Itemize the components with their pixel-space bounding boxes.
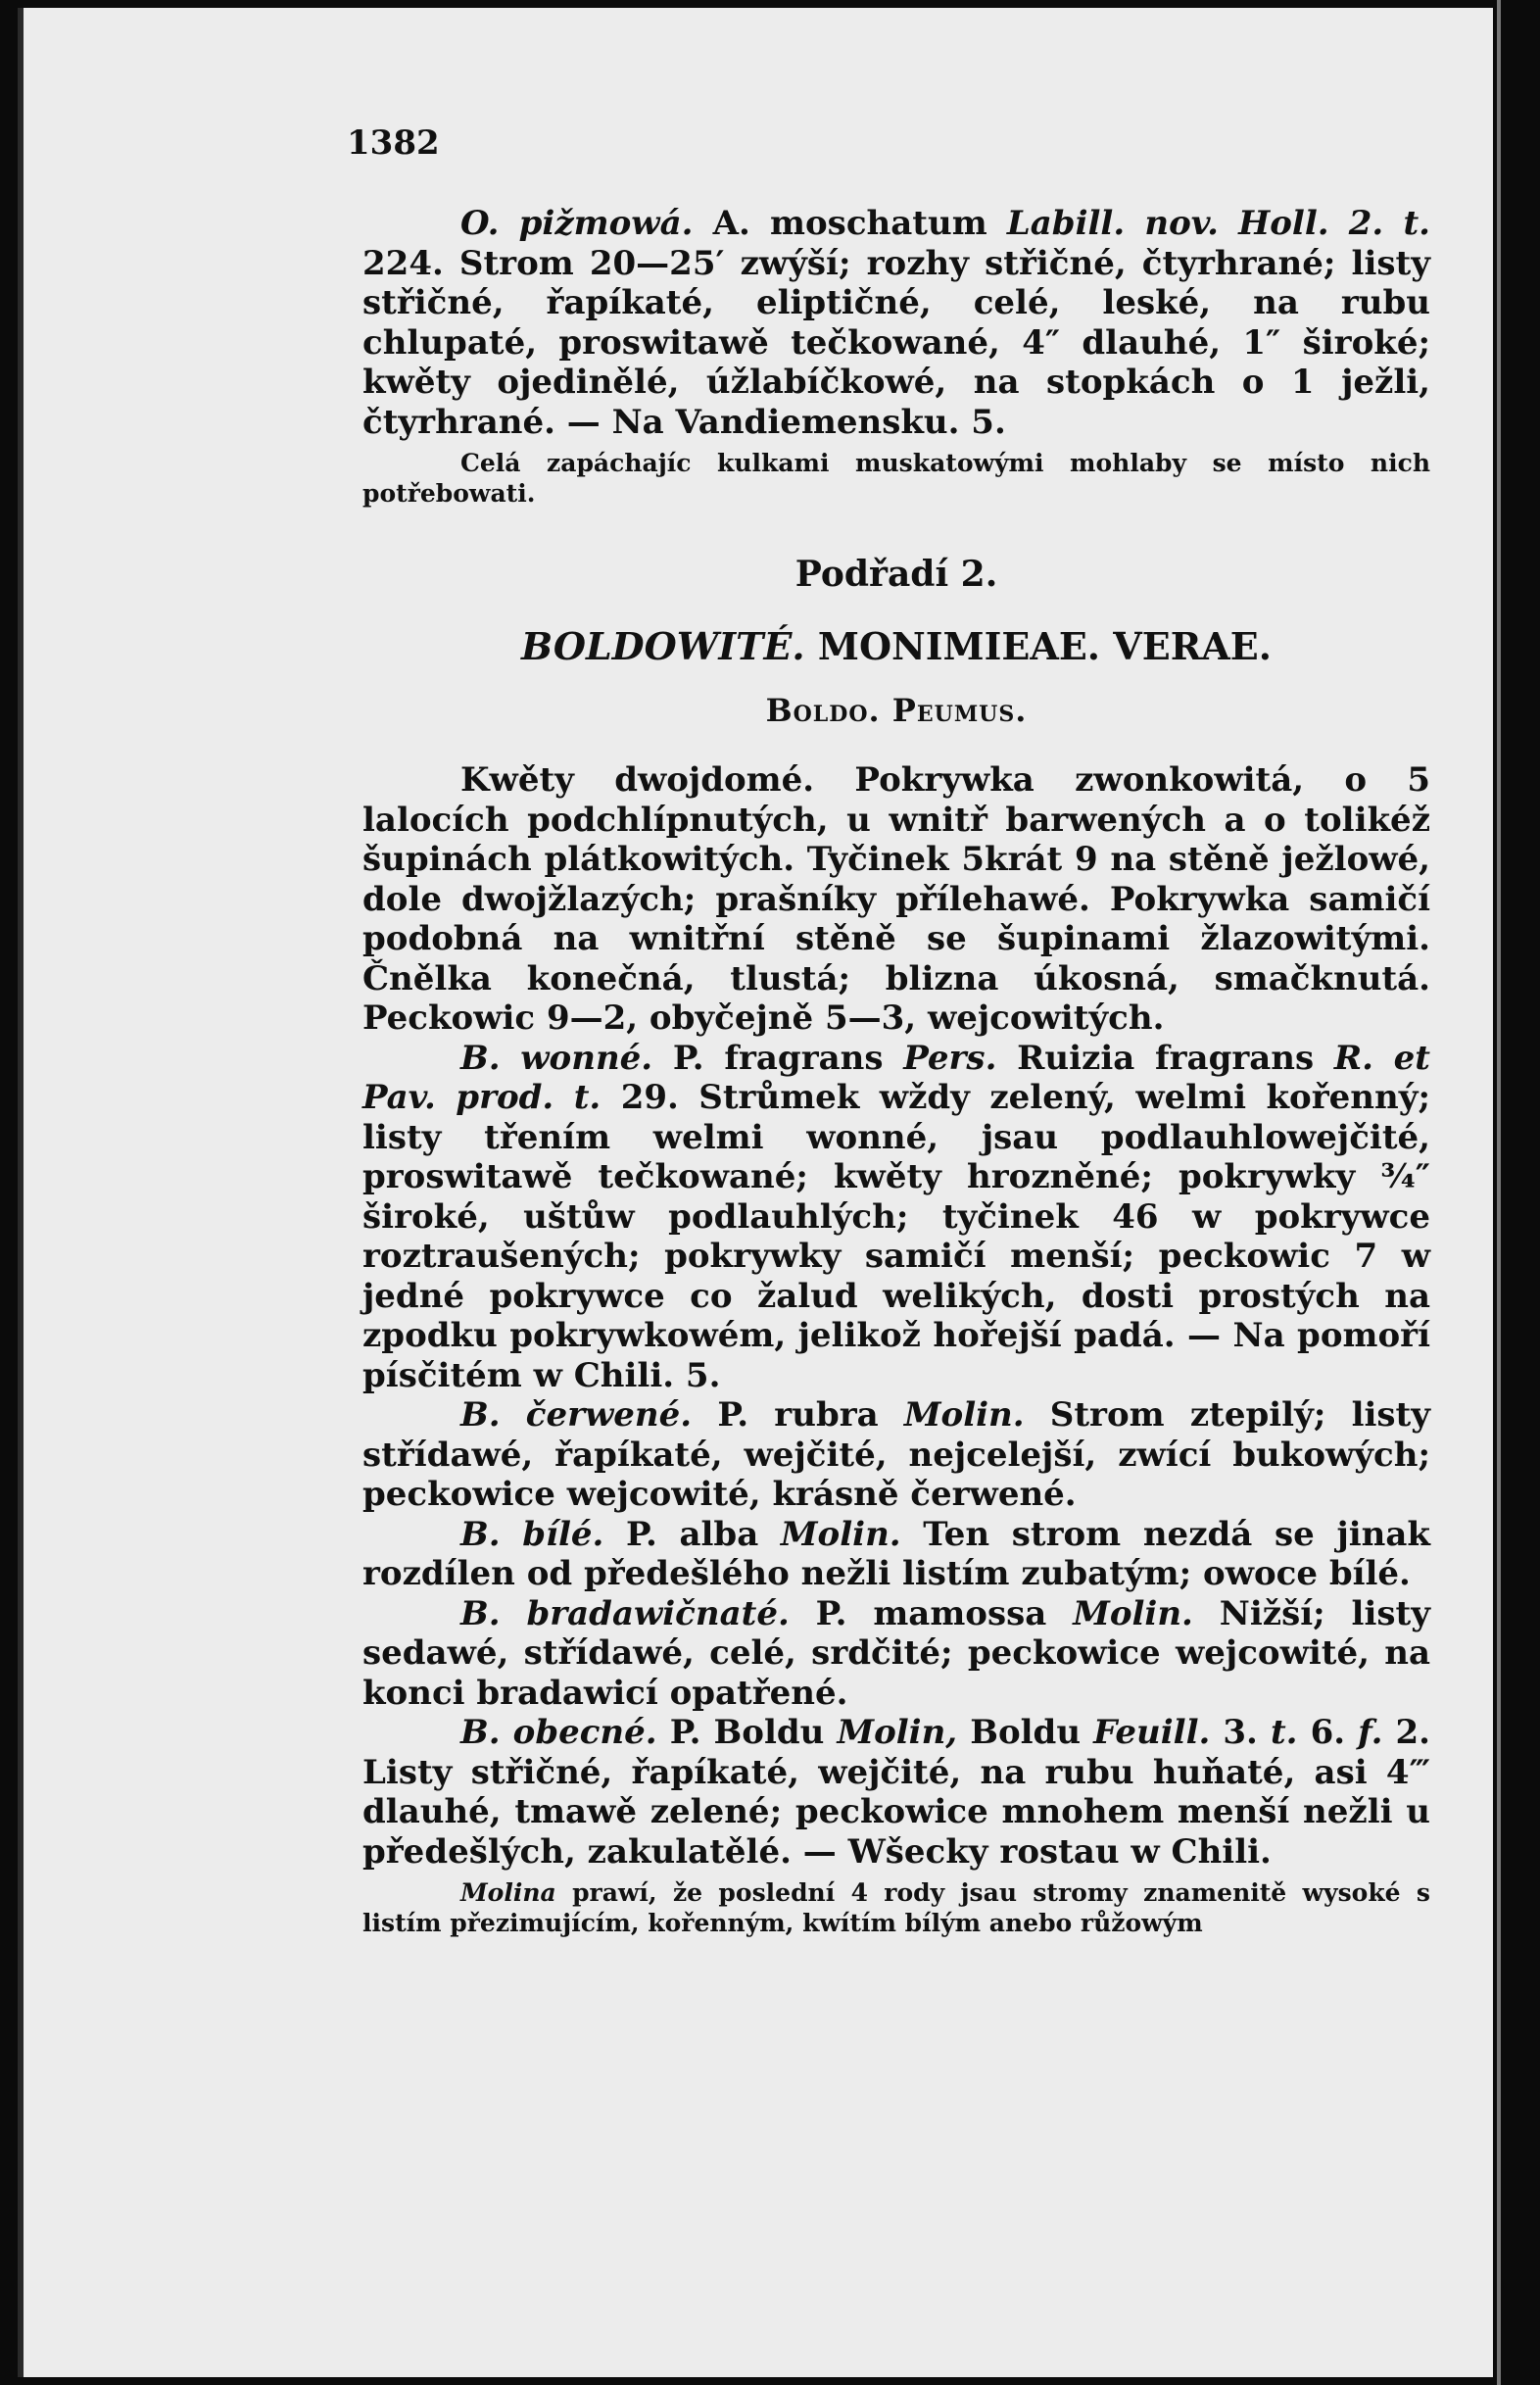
- reference: Labill. nov. Holl. 2. t.: [1006, 204, 1430, 243]
- reference-figure: f.: [1358, 1713, 1383, 1752]
- family-heading: [362, 624, 1430, 668]
- text-column: [362, 204, 1430, 1938]
- latin-name: P. fragrans: [652, 1038, 904, 1078]
- reference-table: t.: [1270, 1713, 1298, 1752]
- latin-name: P. mamossa: [789, 1593, 1074, 1633]
- author: Molin.: [1073, 1593, 1193, 1633]
- synonym: Ruizia fragrans: [996, 1038, 1334, 1078]
- author: Molin.: [903, 1395, 1025, 1435]
- description: Ten strom nezdá se jinak rozdílen od předešlého nežli listím zubatým; owoce bílé.: [362, 1514, 1430, 1593]
- reference-volume: 3.: [1210, 1713, 1271, 1752]
- scan-edge: [1497, 0, 1540, 2385]
- note-text: prawí, že poslední 4 rody jsau stromy znamenitě wysoké s listím přezimujícím, kořenným, kwítím bílým anebo růžowým: [362, 1878, 1430, 1937]
- description: Nižší; listy sedawé, střídawé, celé, srdčité; peckowice wejcowité, na konci bradawicí opatřené.: [362, 1593, 1430, 1713]
- species-name: O. pižmowá.: [460, 204, 694, 243]
- species-name: B. obecné.: [460, 1713, 657, 1752]
- species-entry-rubra: [362, 1395, 1430, 1515]
- species-name: B. wonné.: [460, 1038, 653, 1078]
- latin-name: P. alba: [603, 1514, 781, 1554]
- footnote-1: Celá zapáchajíc kulkami muskatowými mohlaby se místo nich potřebowati.: [362, 449, 1430, 508]
- species-name: B. bradawičnaté.: [460, 1593, 790, 1633]
- species-entry-fragrans: [362, 1039, 1430, 1396]
- species-name: B. čerwené.: [460, 1395, 693, 1435]
- genus-heading: Boldo. Peumus.: [765, 692, 1028, 729]
- genus-description: Kwěty dwojdomé. Pokrywka zwonkowitá, o 5 lalocích podchlípnutých, u wnitř barwených a o tolikéž šupinách plátkowitých. Tyčinek 5krát 9 na stěně ježlowé, dole dwojžlazých; prašníky přílehawé. Pokrywka samičí podobná na wnitřní stěně se šupinami žlazowitými. Čnělka konečná, tlustá; blizna úkosná, smačknutá. Peckowic 9—2, obyčejně 5—3, wejcowitých.: [362, 760, 1430, 1038]
- synonym: Boldu: [957, 1713, 1094, 1752]
- description: 224. Strom 20—25′ zwýší; rozhy střičné, čtyrhrané; listy střičné, řapíkaté, eliptičné, celé, leské, na rubu chlupaté, proswitawě tečkowané, 4″ dlauhé, 1″ široké; kwěty ojedinělé, úžlabíčkowé, na stopkách o 1 ježli, čtyrhrané. — Na Vandiemensku. 5.: [362, 243, 1430, 442]
- latin-name: P. rubra: [692, 1395, 904, 1435]
- description: 29. Strůmek wždy zelený, welmi kořenný; listy třením welmi wonné, jsau podlauhlowejčité, proswitawě tečkowané; kwěty hrozněné; pokrywky ¾″ široké, uštůw podlauhlých; tyčinek 46 w pokrywce roztraušených; pokrywky samičí menší; peckowic 7 w jedné pokrywce co žalud welikých, dosti prostých na zpodku pokrywkowém, jelikož hořejší padá. — Na pomoří písčitém w Chili. 5.: [362, 1078, 1431, 1395]
- species-name: B. bílé.: [460, 1514, 604, 1554]
- latin-name: A. moschatum: [693, 204, 1007, 243]
- author: Pers.: [903, 1038, 997, 1078]
- reference-author: Feuill.: [1093, 1713, 1211, 1752]
- author: Molin,: [837, 1713, 958, 1752]
- species-entry-moschatum: [362, 204, 1430, 442]
- reference-number: 6.: [1297, 1713, 1359, 1752]
- family-czech: BOLDOWITÉ.: [521, 624, 805, 668]
- sub-order-heading: Podřadí 2.: [794, 554, 998, 595]
- book-page: [18, 8, 1493, 2377]
- author: Molina: [460, 1878, 556, 1907]
- species-entry-boldu: [362, 1713, 1430, 1872]
- description: Strom ztepilý; listy střídawé, řapíkaté, wejčité, nejcelejší, zwící bukowých; peckowice wejcowité, krásně čerwené.: [362, 1395, 1431, 1514]
- footnote-2: [362, 1877, 1430, 1938]
- species-entry-alba: [362, 1515, 1430, 1594]
- author: Molin.: [780, 1514, 901, 1554]
- description: 2. Listy střičné, řapíkaté, wejčité, na rubu huňaté, asi 4‴ dlauhé, tmawě zelené; peckowice mnohem menší nežli u předešlých, zakulatělé. — Wšecky rostau w Chili.: [362, 1713, 1430, 1872]
- family-latin: MONIMIEAE. VERAE.: [817, 624, 1272, 668]
- page-number: 1382: [347, 123, 440, 163]
- latin-name: P. Boldu: [656, 1713, 838, 1752]
- reference: R. et Pav. prod. t.: [362, 1038, 1431, 1117]
- species-entry-mamossa: [362, 1594, 1430, 1714]
